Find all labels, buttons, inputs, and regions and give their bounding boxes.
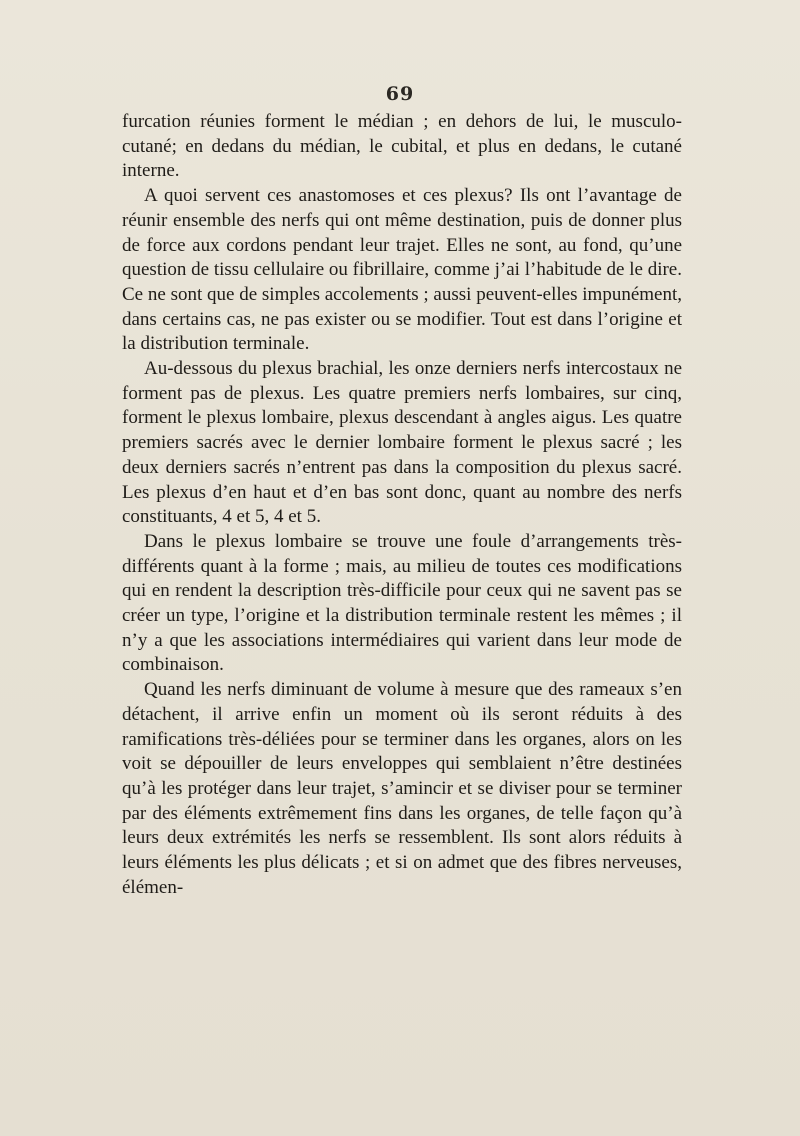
body-text	[122, 110, 682, 901]
paragraph: Quand les nerfs diminuant de volume à mesure que des rameaux s’en détachent, il arrive enfin un moment où ils seront réduits à des ramifications très-déliées pour se terminer dans les organes, alors on les voit se dépouiller de leurs enveloppes qui semblaient n’être destinées qu’à les protéger dans leur trajet, s’amincir et se diviser pour se terminer par des éléments extrêmement fins dans les organes, de telle façon qu’à leurs deux extrémités les nerfs se ressemblent. Ils sont alors réduits à leurs éléments les plus délicats ; et si on admet que des fibres nerveuses, élémen-	[122, 679, 682, 898]
page-number: 69	[385, 83, 415, 105]
paragraph: Dans le plexus lombaire se trouve une foule d’arrangements très-différents quant à la forme ; mais, au milieu de toutes ces modifications qui en rendent la description très-difficile pour ceux qui ne savent pas se créer un type, l’origine et la distribution terminale restent les mêmes ; il n’y a que les associations intermédiaires qui varient dans leur mode de combinaison.	[122, 530, 682, 676]
paragraph: Au-dessous du plexus brachial, les onze derniers nerfs intercostaux ne forment pas de plexus. Les quatre premiers nerfs lombaires, sur cinq, forment le plexus lombaire, plexus descendant à angles aigus. Les quatre premiers sacrés avec le dernier lombaire forment le plexus sacré ; les deux derniers sacrés n’entrent pas dans la composition du plexus sacré. Les plexus d’en haut et d’en bas sont donc, quant au nombre des nerfs constituants, 4 et 5, 4 et 5.	[122, 358, 682, 528]
paragraph: A quoi servent ces anastomoses et ces plexus? Ils ont l’avantage de réunir ensemble des nerfs qui ont même destination, puis de donner plus de force aux cordons pendant leur trajet. Elles ne sont, au fond, qu’une question de tissu cellulaire ou fibrillaire, comme j’ai l’habitude de le dire. Ce ne sont que de simples accolements ; aussi peuvent-elles impunément, dans certains cas, ne pas exister ou se modifier. Tout est dans l’origine et la distribution terminale.	[122, 185, 682, 355]
paragraph: furcation réunies forment le médian ; en dehors de lui, le musculo-cutané; en dedans du médian, le cubital, et plus en dedans, le cutané interne.	[122, 111, 682, 182]
